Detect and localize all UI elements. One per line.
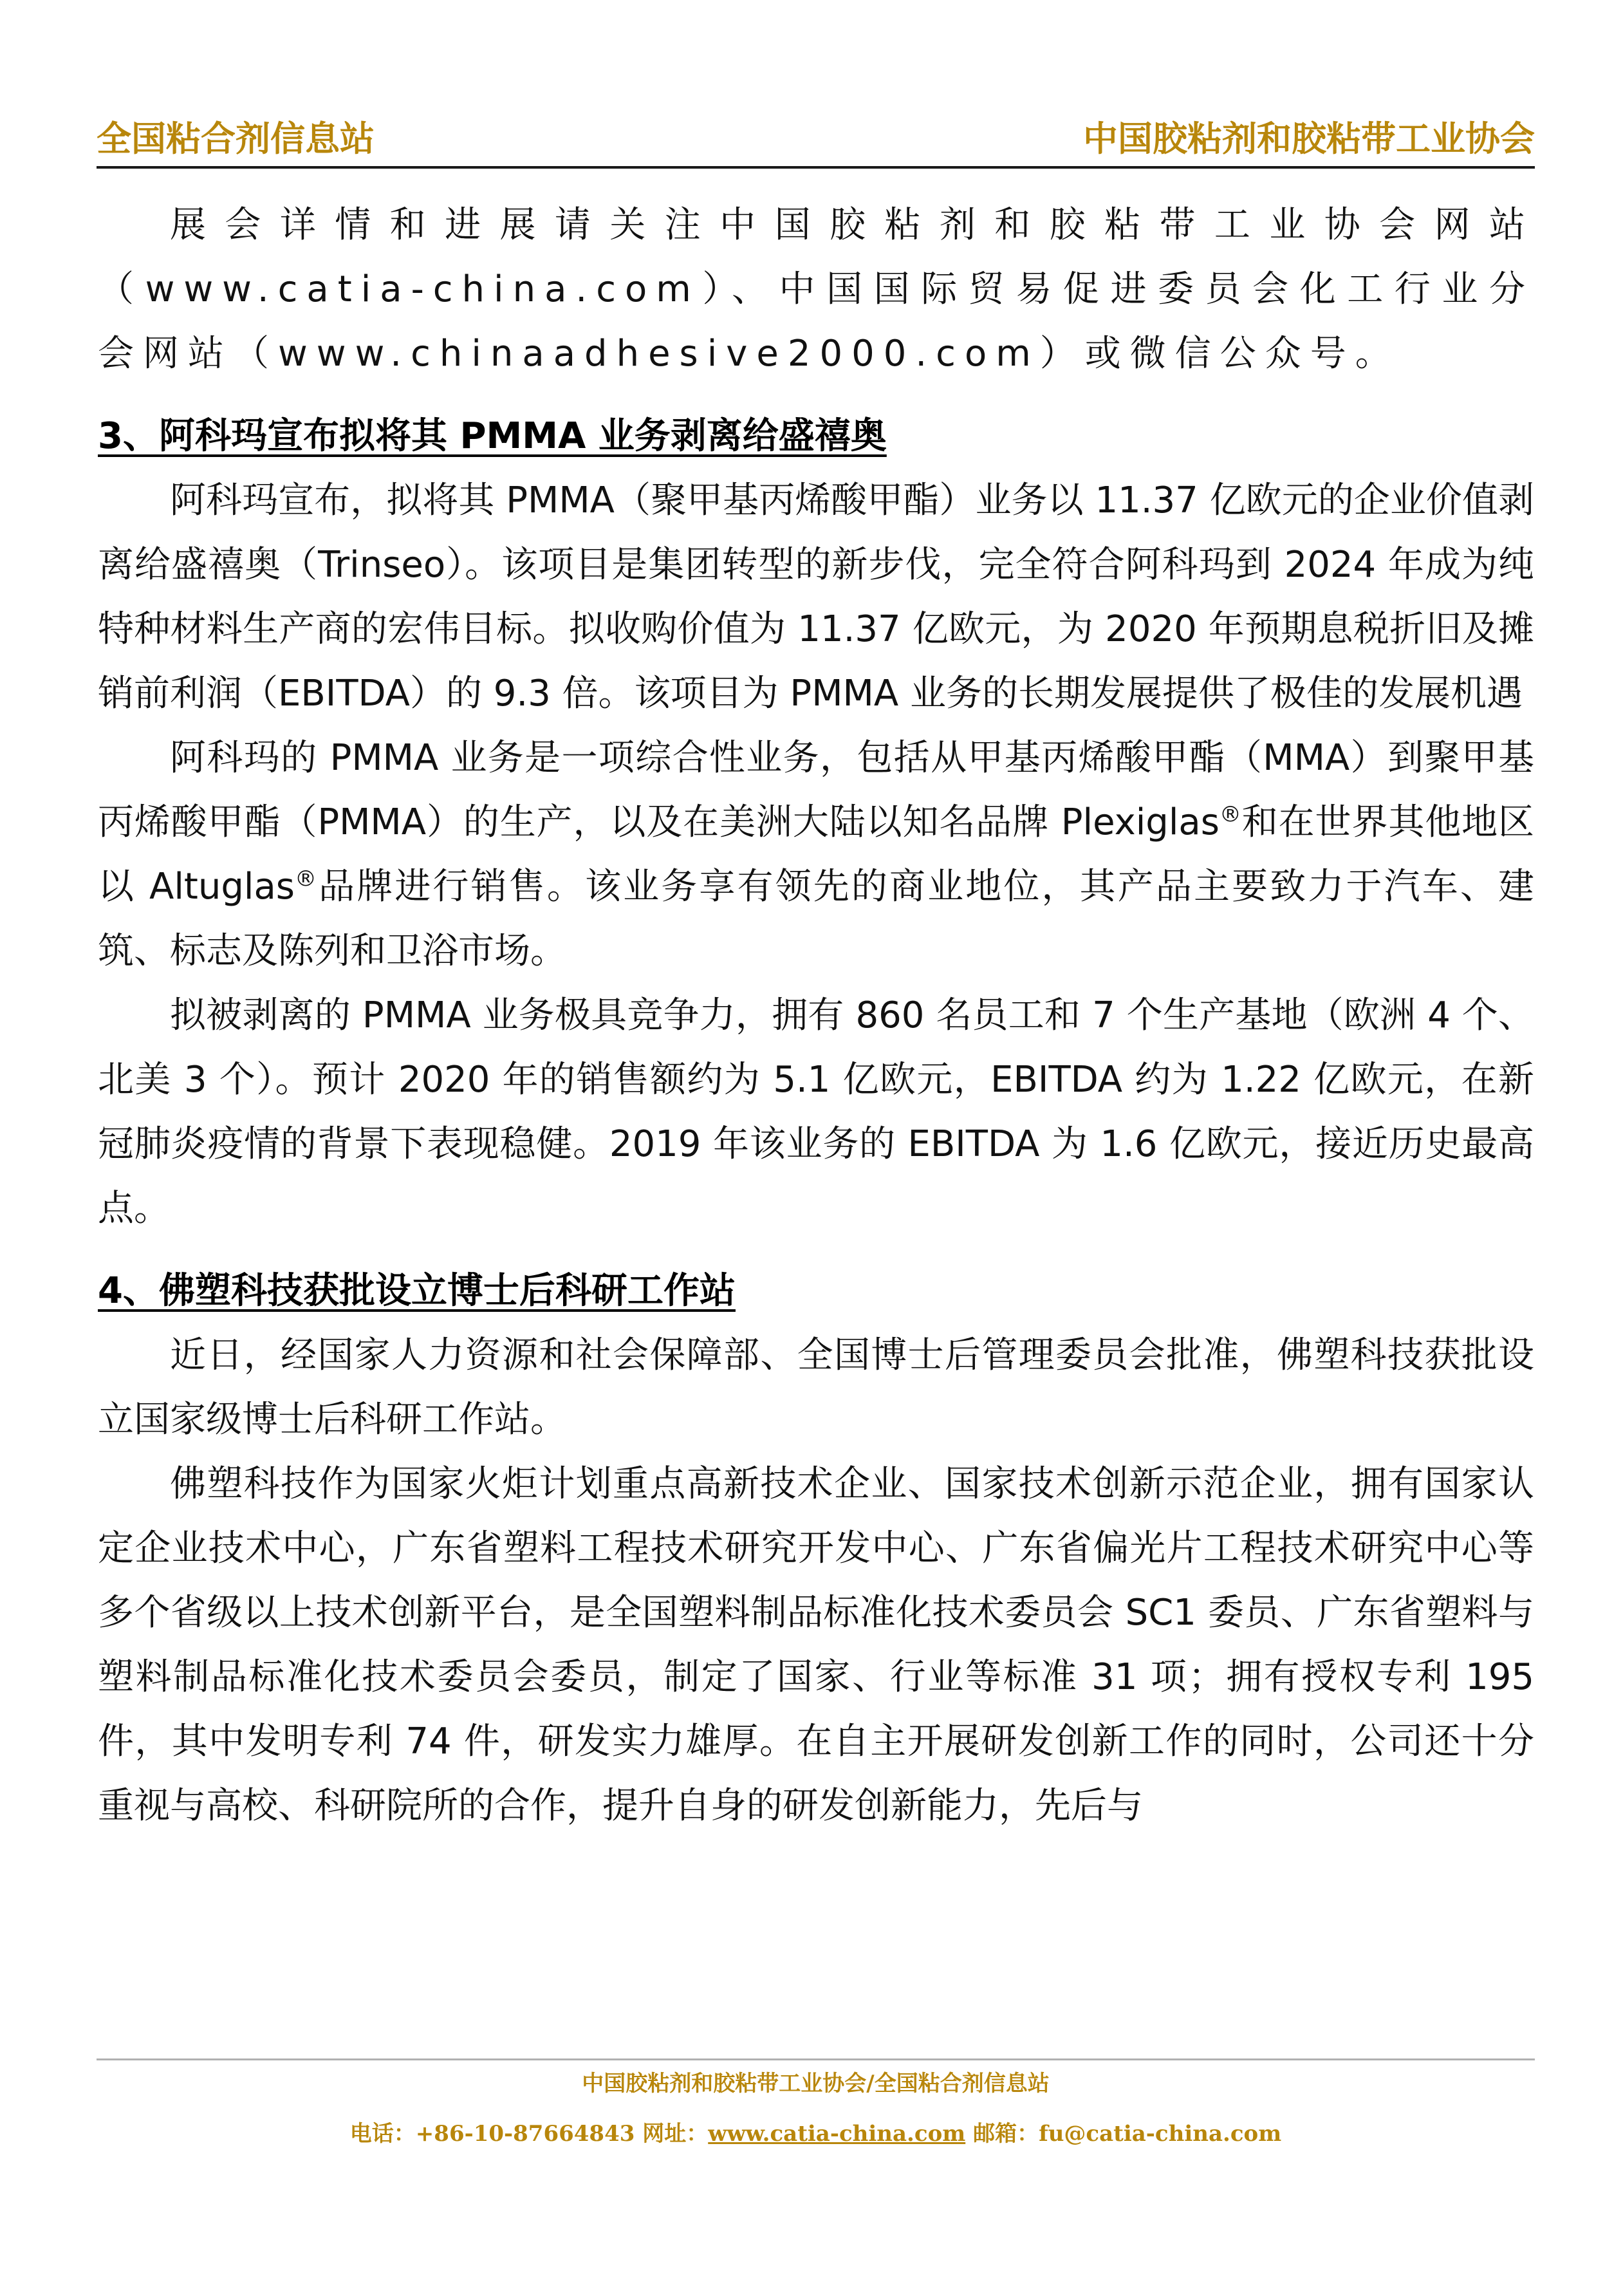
section-3-paragraph-3: 拟被剥离的 PMMA 业务极具竞争力，拥有 860 名员工和 7 个生产基地（欧洲 4 个、北美 3 个）。预计 2020 年的销售额约为 5.1 亿欧元，EBITDA 约为 1.22 亿欧元，在新冠肺炎疫情的背景下表现稳健。2019 年该业务的 EBITDA 为 1.6 亿欧元，接近历史最高点。	[98, 994, 1534, 1229]
section-3-paragraph-2-part-a: 阿科玛的 PMMA 业务是一项综合性业务，包括从甲基丙烯酸甲酯（MMA）到聚甲基丙烯酸甲酯（PMMA）的生产，以及在美洲大陆以知名品牌 Plexiglas	[98, 737, 1534, 843]
section-3-paragraph-2-part-c: 品牌进行销售。该业务享有领先的商业地位，其产品主要致力于汽车、建筑、标志及陈列和卫浴市场。	[98, 866, 1534, 972]
section-4-title: 4、佛塑科技获批设立博士后科研工作站	[98, 1270, 736, 1312]
section-3-paragraph-2-part-b: 和在世界其他地区以 Altuglas	[98, 801, 1534, 908]
registered-mark-plexiglas: ®	[1219, 801, 1241, 828]
header-site-name: 全国粘合剂信息站	[97, 118, 375, 159]
footer-website-link[interactable]: www.catia-china.com	[708, 2121, 966, 2147]
registered-mark-altuglas: ®	[294, 866, 317, 892]
section-4-paragraph-1: 近日，经国家人力资源和社会保障部、全国博士后管理委员会批准，佛塑科技获批设立国家级博士后科研工作站。	[98, 1334, 1534, 1441]
section-3-paragraph-1: 阿科玛宣布，拟将其 PMMA（聚甲基丙烯酸甲酯）业务以 11.37 亿欧元的企业价值剥离给盛禧奥（Trinseo）。该项目是集团转型的新步伐，完全符合阿科玛到 2024 年成为纯特种材料生产商的宏伟目标。拟收购价值为 11.37 亿欧元，为 2020 年预期息税折旧及摊销前利润（EBITDA）的 9.3 倍。该项目为 PMMA 业务的长期发展提供了极佳的发展机遇	[98, 480, 1534, 714]
section-3-title: 3、阿科玛宣布拟将其 PMMA 业务剥离给盛禧奥	[98, 415, 887, 457]
footer-phone: 电话：+86-10-87664843 网址：	[349, 2121, 709, 2147]
page-header	[97, 115, 1535, 166]
article-body	[98, 193, 1534, 1838]
section-4-paragraph-2: 佛塑科技作为国家火炬计划重点高新技术企业、国家技术创新示范企业，拥有国家认定企业技术中心，广东省塑料工程技术研究开发中心、广东省偏光片工程技术研究中心等多个省级以上技术创新平台，是全国塑料制品标准化技术委员会 SC1 委员、广东省塑料与塑料制品标准化技术委员会委员，制定了国家、行业等标准 31 项；拥有授权专利 195 件，其中发明专利 74 件，研发实力雄厚。在自主开展研发创新工作的同时，公司还十分重视与高校、科研院所的合作，提升自身的研发创新能力，先后与	[98, 1463, 1534, 1827]
header-divider	[97, 166, 1535, 169]
footer-email: 邮箱：fu@catia-china.com	[965, 2121, 1282, 2147]
header-association-name: 中国胶粘剂和胶粘带工业协会	[1083, 118, 1535, 159]
footer-divider	[97, 2058, 1535, 2060]
section-3-paragraph-2	[98, 726, 1534, 984]
footer-contact	[97, 2118, 1535, 2150]
intro-paragraph: 展会详情和进展请关注中国胶粘剂和胶粘带工业协会网站（www.catia-china.com）、中国国际贸易促进委员会化工行业分会网站（www.chinaadhesive2000.com）或微信公众号。	[98, 204, 1534, 375]
footer-organization: 中国胶粘剂和胶粘带工业协会/全国粘合剂信息站	[582, 2071, 1050, 2096]
section-4-heading	[98, 1259, 1534, 1323]
section-3-heading	[98, 404, 1534, 469]
